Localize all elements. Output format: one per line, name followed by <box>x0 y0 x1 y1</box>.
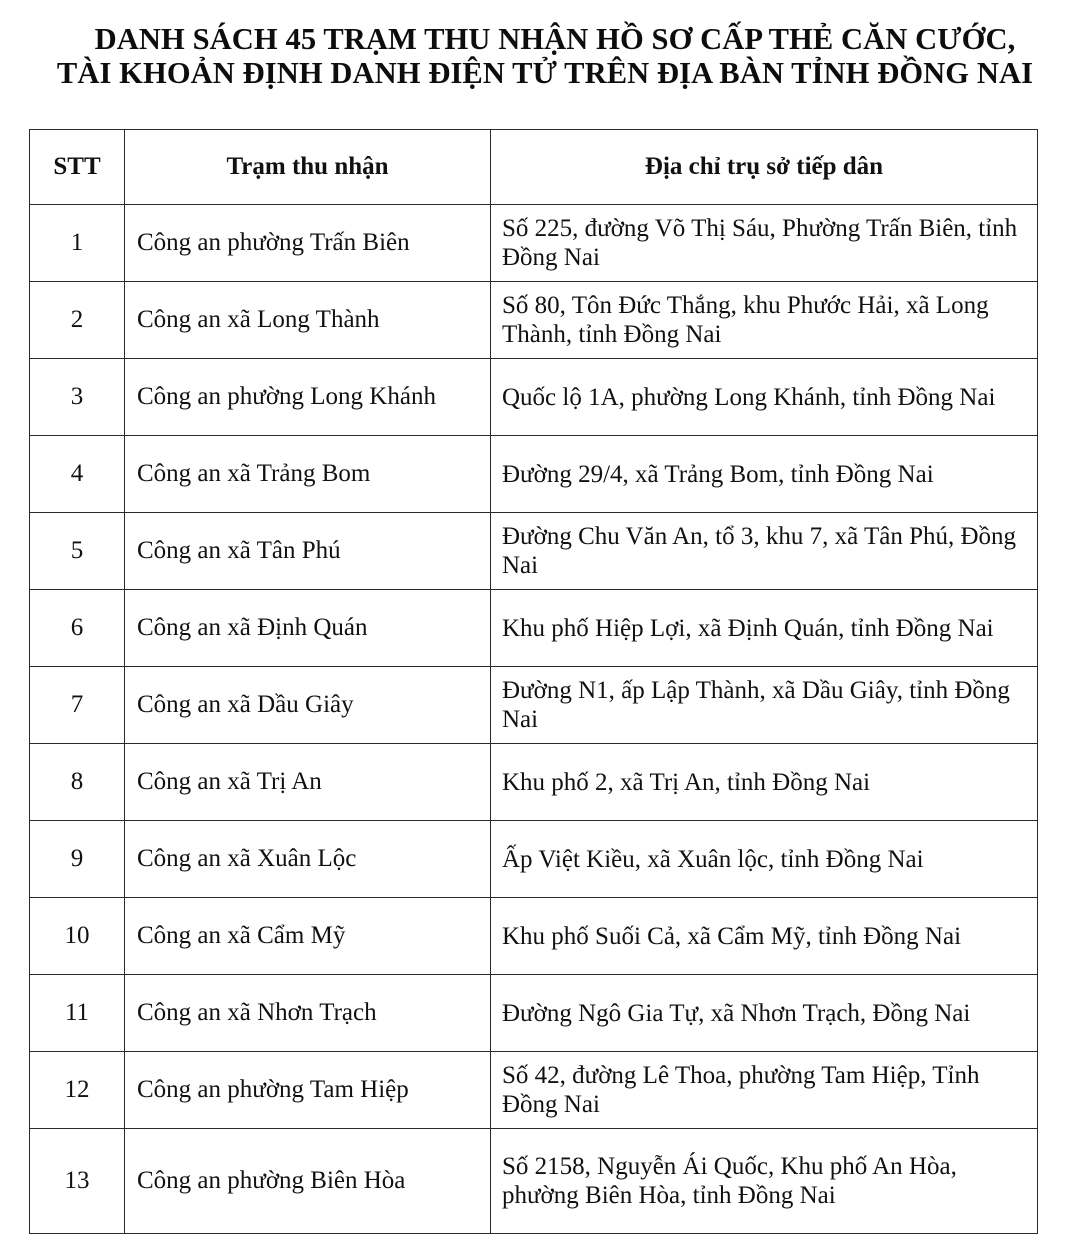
header-address: Địa chỉ trụ sở tiếp dân <box>491 130 1038 205</box>
row-stt: 8 <box>30 744 125 821</box>
row-address: Khu phố 2, xã Trị An, tỉnh Đồng Nai <box>491 744 1038 821</box>
table-row <box>30 744 1038 821</box>
table-row <box>30 975 1038 1052</box>
row-stt: 9 <box>30 821 125 898</box>
table-row <box>30 898 1038 975</box>
row-stt: 12 <box>30 1052 125 1129</box>
header-stt: STT <box>30 130 125 205</box>
table-row <box>30 513 1038 590</box>
table-row <box>30 1129 1038 1234</box>
table-row <box>30 205 1038 282</box>
row-address: Số 80, Tôn Đức Thắng, khu Phước Hải, xã Long Thành, tỉnh Đồng Nai <box>491 282 1038 359</box>
table-row <box>30 590 1038 667</box>
table-row <box>30 282 1038 359</box>
row-station-name: Công an phường Trấn Biên <box>125 205 491 282</box>
row-stt: 5 <box>30 513 125 590</box>
row-station-name: Công an xã Xuân Lộc <box>125 821 491 898</box>
row-stt: 11 <box>30 975 125 1052</box>
document-title <box>0 22 1080 90</box>
row-address: Số 225, đường Võ Thị Sáu, Phường Trấn Biên, tỉnh Đồng Nai <box>491 205 1038 282</box>
row-address: Khu phố Suối Cả, xã Cẩm Mỹ, tỉnh Đồng Nai <box>491 898 1038 975</box>
stations-table <box>29 129 1038 1234</box>
row-stt: 4 <box>30 436 125 513</box>
row-station-name: Công an xã Dầu Giây <box>125 667 491 744</box>
row-station-name: Công an phường Tam Hiệp <box>125 1052 491 1129</box>
title-line-1: DANH SÁCH 45 TRẠM THU NHẬN HỒ SƠ CẤP THẺ CĂN CƯỚC, <box>94 22 1016 56</box>
row-address: Đường Chu Văn An, tổ 3, khu 7, xã Tân Phú, Đồng Nai <box>491 513 1038 590</box>
title-line-2: TÀI KHOẢN ĐỊNH DANH ĐIỆN TỬ TRÊN ĐỊA BÀN TỈNH ĐỒNG NAI <box>56 56 1034 90</box>
row-stt: 13 <box>30 1129 125 1234</box>
table-row <box>30 1052 1038 1129</box>
row-address: Đường 29/4, xã Trảng Bom, tỉnh Đồng Nai <box>491 436 1038 513</box>
row-station-name: Công an xã Trảng Bom <box>125 436 491 513</box>
table-row <box>30 436 1038 513</box>
table-row <box>30 821 1038 898</box>
row-stt: 1 <box>30 205 125 282</box>
row-station-name: Công an xã Tân Phú <box>125 513 491 590</box>
table-row <box>30 667 1038 744</box>
row-address: Quốc lộ 1A, phường Long Khánh, tỉnh Đồng Nai <box>491 359 1038 436</box>
row-station-name: Công an xã Định Quán <box>125 590 491 667</box>
row-station-name: Công an xã Long Thành <box>125 282 491 359</box>
row-address: Số 2158, Nguyễn Ái Quốc, Khu phố An Hòa, phường Biên Hòa, tỉnh Đồng Nai <box>491 1129 1038 1234</box>
row-station-name: Công an xã Nhơn Trạch <box>125 975 491 1052</box>
row-address: Khu phố Hiệp Lợi, xã Định Quán, tỉnh Đồng Nai <box>491 590 1038 667</box>
header-station: Trạm thu nhận <box>125 130 491 205</box>
row-station-name: Công an xã Trị An <box>125 744 491 821</box>
row-stt: 10 <box>30 898 125 975</box>
row-stt: 2 <box>30 282 125 359</box>
row-stt: 6 <box>30 590 125 667</box>
row-address: Đường Ngô Gia Tự, xã Nhơn Trạch, Đồng Nai <box>491 975 1038 1052</box>
row-station-name: Công an phường Long Khánh <box>125 359 491 436</box>
row-station-name: Công an xã Cẩm Mỹ <box>125 898 491 975</box>
row-address: Đường N1, ấp Lập Thành, xã Dầu Giây, tỉnh Đồng Nai <box>491 667 1038 744</box>
table-row <box>30 359 1038 436</box>
row-stt: 7 <box>30 667 125 744</box>
row-address: Ấp Việt Kiều, xã Xuân lộc, tỉnh Đồng Nai <box>491 821 1038 898</box>
row-address: Số 42, đường Lê Thoa, phường Tam Hiệp, Tỉnh Đồng Nai <box>491 1052 1038 1129</box>
table-header-row <box>30 130 1038 205</box>
row-station-name: Công an phường Biên Hòa <box>125 1129 491 1234</box>
row-stt: 3 <box>30 359 125 436</box>
